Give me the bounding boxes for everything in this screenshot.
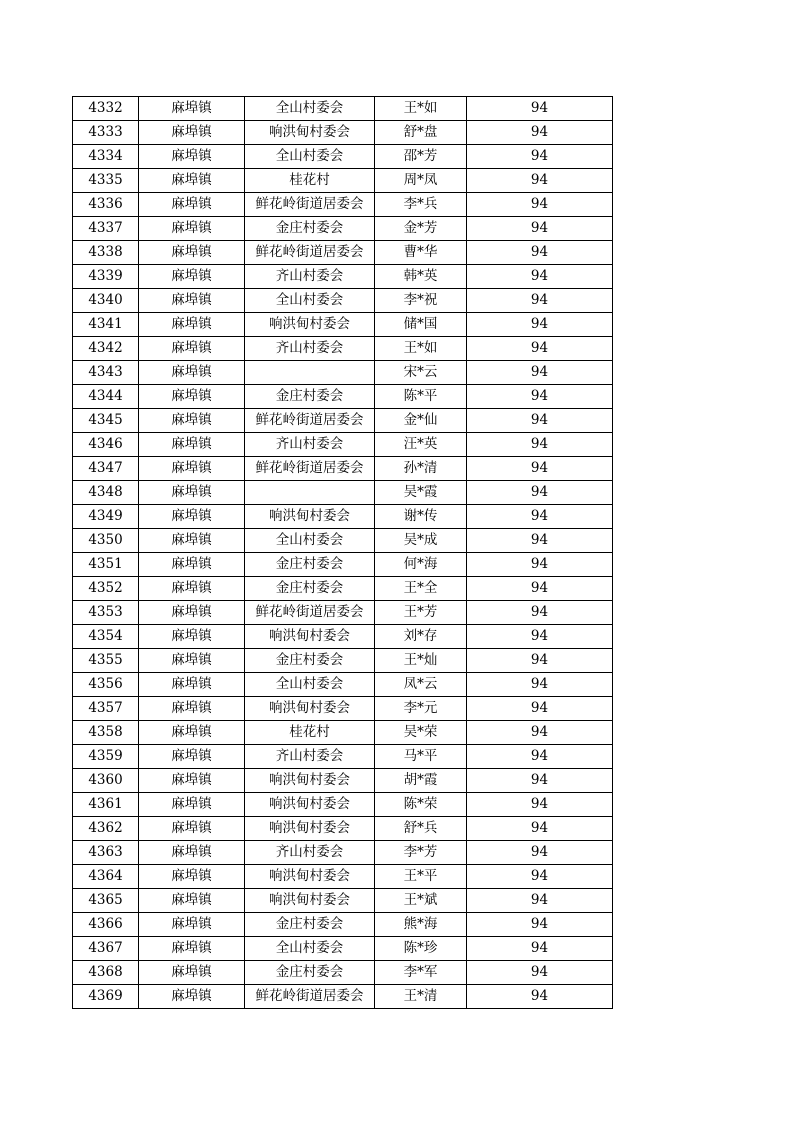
cell-town: 麻埠镇 [139,553,245,577]
cell-town: 麻埠镇 [139,745,245,769]
cell-name: 马*平 [375,745,467,769]
table-row [73,937,613,961]
cell-name: 宋*云 [375,361,467,385]
cell-town: 麻埠镇 [139,601,245,625]
cell-village: 响洪甸村委会 [245,313,375,337]
cell-score: 94 [467,145,613,169]
cell-village: 金庄村委会 [245,913,375,937]
cell-name: 吴*成 [375,529,467,553]
table-row [73,889,613,913]
cell-score: 94 [467,865,613,889]
cell-village: 响洪甸村委会 [245,865,375,889]
table-row [73,985,613,1009]
cell-score: 94 [467,745,613,769]
cell-name: 曹*华 [375,241,467,265]
cell-town: 麻埠镇 [139,193,245,217]
cell-name: 王*如 [375,97,467,121]
cell-village: 桂花村 [245,721,375,745]
cell-town: 麻埠镇 [139,433,245,457]
table-row [73,817,613,841]
cell-village: 全山村委会 [245,937,375,961]
cell-score: 94 [467,433,613,457]
cell-town: 麻埠镇 [139,313,245,337]
cell-id: 4336 [73,193,139,217]
table-row [73,409,613,433]
cell-name: 谢*传 [375,505,467,529]
cell-name: 李*兵 [375,193,467,217]
cell-name: 李*祝 [375,289,467,313]
cell-town: 麻埠镇 [139,241,245,265]
cell-name: 王*全 [375,577,467,601]
cell-village: 鲜花岭街道居委会 [245,409,375,433]
cell-score: 94 [467,649,613,673]
cell-id: 4362 [73,817,139,841]
cell-name: 陈*珍 [375,937,467,961]
table-row [73,601,613,625]
cell-id: 4338 [73,241,139,265]
table-row [73,289,613,313]
cell-id: 4341 [73,313,139,337]
cell-village: 齐山村委会 [245,745,375,769]
cell-id: 4365 [73,889,139,913]
cell-id: 4361 [73,793,139,817]
cell-name: 吴*霞 [375,481,467,505]
cell-town: 麻埠镇 [139,937,245,961]
cell-score: 94 [467,505,613,529]
cell-name: 凤*云 [375,673,467,697]
cell-name: 孙*清 [375,457,467,481]
cell-town: 麻埠镇 [139,385,245,409]
cell-id: 4337 [73,217,139,241]
cell-village: 响洪甸村委会 [245,625,375,649]
cell-score: 94 [467,97,613,121]
cell-score: 94 [467,769,613,793]
cell-score: 94 [467,265,613,289]
cell-name: 王*如 [375,337,467,361]
table-row [73,841,613,865]
cell-village: 响洪甸村委会 [245,121,375,145]
cell-town: 麻埠镇 [139,361,245,385]
cell-score: 94 [467,529,613,553]
table-row [73,337,613,361]
cell-id: 4353 [73,601,139,625]
cell-village: 响洪甸村委会 [245,505,375,529]
cell-village: 金庄村委会 [245,385,375,409]
cell-village: 鲜花岭街道居委会 [245,457,375,481]
cell-village: 齐山村委会 [245,265,375,289]
cell-town: 麻埠镇 [139,961,245,985]
cell-score: 94 [467,289,613,313]
cell-village: 鲜花岭街道居委会 [245,601,375,625]
table-row [73,241,613,265]
cell-town: 麻埠镇 [139,841,245,865]
cell-village: 全山村委会 [245,673,375,697]
cell-name: 刘*存 [375,625,467,649]
cell-id: 4334 [73,145,139,169]
cell-name: 李*元 [375,697,467,721]
cell-town: 麻埠镇 [139,697,245,721]
table-row [73,745,613,769]
cell-score: 94 [467,697,613,721]
table-row [73,169,613,193]
table-row [73,121,613,145]
cell-id: 4348 [73,481,139,505]
cell-name: 熊*海 [375,913,467,937]
cell-town: 麻埠镇 [139,985,245,1009]
cell-id: 4349 [73,505,139,529]
table-row [73,721,613,745]
cell-score: 94 [467,337,613,361]
table-row [73,769,613,793]
cell-village: 响洪甸村委会 [245,889,375,913]
cell-name: 胡*霞 [375,769,467,793]
cell-town: 麻埠镇 [139,625,245,649]
cell-name: 吴*荣 [375,721,467,745]
roster-sheet [72,96,613,1009]
cell-id: 4343 [73,361,139,385]
cell-id: 4368 [73,961,139,985]
cell-name: 李*芳 [375,841,467,865]
table-row [73,649,613,673]
cell-score: 94 [467,937,613,961]
cell-name: 陈*平 [375,385,467,409]
cell-score: 94 [467,817,613,841]
table-row [73,97,613,121]
cell-name: 金*芳 [375,217,467,241]
cell-town: 麻埠镇 [139,481,245,505]
cell-name: 王*斌 [375,889,467,913]
cell-id: 4363 [73,841,139,865]
table-row [73,265,613,289]
cell-id: 4351 [73,553,139,577]
cell-town: 麻埠镇 [139,865,245,889]
cell-id: 4369 [73,985,139,1009]
table-row [73,193,613,217]
cell-town: 麻埠镇 [139,817,245,841]
cell-score: 94 [467,673,613,697]
table-row [73,433,613,457]
cell-village [245,361,375,385]
cell-score: 94 [467,193,613,217]
cell-village: 金庄村委会 [245,961,375,985]
cell-name: 何*海 [375,553,467,577]
cell-id: 4366 [73,913,139,937]
cell-id: 4345 [73,409,139,433]
cell-id: 4347 [73,457,139,481]
cell-town: 麻埠镇 [139,673,245,697]
cell-id: 4333 [73,121,139,145]
cell-village: 全山村委会 [245,289,375,313]
cell-town: 麻埠镇 [139,97,245,121]
cell-id: 4355 [73,649,139,673]
cell-name: 邵*芳 [375,145,467,169]
cell-town: 麻埠镇 [139,505,245,529]
cell-score: 94 [467,169,613,193]
cell-name: 周*凤 [375,169,467,193]
cell-name: 舒*兵 [375,817,467,841]
cell-village [245,481,375,505]
cell-town: 麻埠镇 [139,793,245,817]
table-row [73,529,613,553]
table-row [73,217,613,241]
cell-village: 金庄村委会 [245,217,375,241]
cell-score: 94 [467,121,613,145]
cell-name: 王*灿 [375,649,467,673]
cell-id: 4340 [73,289,139,313]
cell-score: 94 [467,241,613,265]
cell-id: 4344 [73,385,139,409]
cell-town: 麻埠镇 [139,457,245,481]
cell-village: 金庄村委会 [245,577,375,601]
cell-score: 94 [467,457,613,481]
cell-score: 94 [467,361,613,385]
cell-name: 储*国 [375,313,467,337]
cell-town: 麻埠镇 [139,337,245,361]
cell-village: 全山村委会 [245,529,375,553]
cell-score: 94 [467,889,613,913]
cell-village: 鲜花岭街道居委会 [245,241,375,265]
cell-village: 响洪甸村委会 [245,769,375,793]
cell-score: 94 [467,577,613,601]
table-row [73,313,613,337]
cell-name: 陈*荣 [375,793,467,817]
cell-score: 94 [467,721,613,745]
cell-village: 鲜花岭街道居委会 [245,193,375,217]
cell-score: 94 [467,217,613,241]
cell-name: 汪*英 [375,433,467,457]
table-row [73,865,613,889]
cell-id: 4364 [73,865,139,889]
roster-table [72,96,613,1009]
cell-town: 麻埠镇 [139,169,245,193]
cell-score: 94 [467,625,613,649]
cell-town: 麻埠镇 [139,529,245,553]
cell-village: 金庄村委会 [245,649,375,673]
cell-id: 4335 [73,169,139,193]
roster-table-body [73,97,613,1009]
table-row [73,913,613,937]
table-row [73,481,613,505]
cell-village: 响洪甸村委会 [245,697,375,721]
cell-town: 麻埠镇 [139,121,245,145]
cell-town: 麻埠镇 [139,769,245,793]
cell-id: 4350 [73,529,139,553]
cell-score: 94 [467,481,613,505]
cell-village: 全山村委会 [245,145,375,169]
cell-score: 94 [467,313,613,337]
cell-score: 94 [467,841,613,865]
cell-name: 王*芳 [375,601,467,625]
cell-town: 麻埠镇 [139,289,245,313]
cell-score: 94 [467,409,613,433]
cell-village: 鲜花岭街道居委会 [245,985,375,1009]
cell-score: 94 [467,985,613,1009]
cell-id: 4358 [73,721,139,745]
cell-village: 金庄村委会 [245,553,375,577]
cell-town: 麻埠镇 [139,265,245,289]
cell-name: 韩*英 [375,265,467,289]
cell-name: 王*清 [375,985,467,1009]
table-row [73,553,613,577]
cell-id: 4367 [73,937,139,961]
cell-id: 4356 [73,673,139,697]
cell-score: 94 [467,601,613,625]
cell-score: 94 [467,793,613,817]
table-row [73,961,613,985]
cell-name: 金*仙 [375,409,467,433]
table-row [73,625,613,649]
cell-town: 麻埠镇 [139,889,245,913]
cell-score: 94 [467,385,613,409]
cell-village: 齐山村委会 [245,433,375,457]
table-row [73,577,613,601]
table-row [73,385,613,409]
cell-village: 响洪甸村委会 [245,793,375,817]
cell-id: 4357 [73,697,139,721]
cell-town: 麻埠镇 [139,145,245,169]
cell-town: 麻埠镇 [139,217,245,241]
table-row [73,673,613,697]
cell-town: 麻埠镇 [139,913,245,937]
cell-village: 齐山村委会 [245,841,375,865]
cell-score: 94 [467,913,613,937]
cell-id: 4359 [73,745,139,769]
cell-id: 4360 [73,769,139,793]
table-row [73,457,613,481]
cell-name: 李*军 [375,961,467,985]
table-row [73,361,613,385]
table-row [73,145,613,169]
cell-town: 麻埠镇 [139,721,245,745]
cell-village: 桂花村 [245,169,375,193]
cell-village: 全山村委会 [245,97,375,121]
cell-town: 麻埠镇 [139,409,245,433]
cell-town: 麻埠镇 [139,649,245,673]
cell-id: 4346 [73,433,139,457]
cell-id: 4342 [73,337,139,361]
table-row [73,505,613,529]
cell-id: 4352 [73,577,139,601]
cell-score: 94 [467,553,613,577]
cell-id: 4339 [73,265,139,289]
table-row [73,697,613,721]
cell-score: 94 [467,961,613,985]
cell-id: 4332 [73,97,139,121]
cell-town: 麻埠镇 [139,577,245,601]
cell-name: 王*平 [375,865,467,889]
cell-village: 齐山村委会 [245,337,375,361]
cell-village: 响洪甸村委会 [245,817,375,841]
cell-name: 舒*盘 [375,121,467,145]
cell-id: 4354 [73,625,139,649]
table-row [73,793,613,817]
